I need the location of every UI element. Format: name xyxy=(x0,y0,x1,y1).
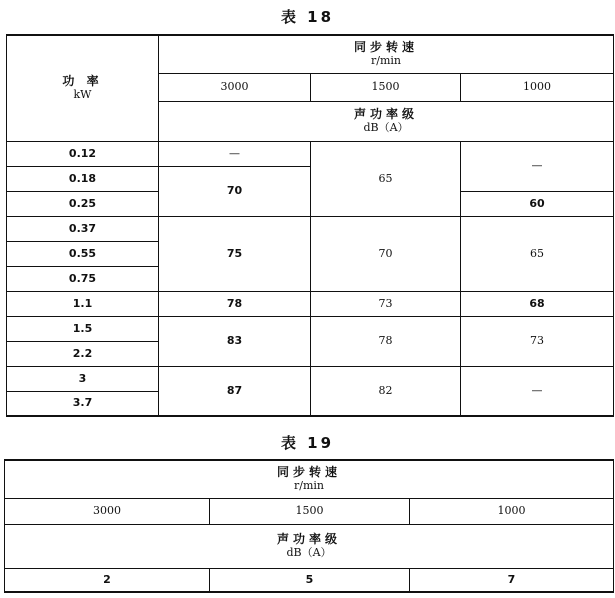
power-cell: 0.75 xyxy=(7,266,159,291)
level-header xyxy=(159,101,614,141)
value-cell: 70 xyxy=(159,166,311,216)
power-cell: 0.55 xyxy=(7,241,159,266)
power-cell: 2.2 xyxy=(7,341,159,366)
power-cell: 0.12 xyxy=(7,141,159,166)
table-19 xyxy=(4,459,614,593)
speed-header xyxy=(5,460,614,498)
value-cell: 7 xyxy=(410,568,614,592)
level-unit: dB（A） xyxy=(363,121,409,134)
power-cell: 0.37 xyxy=(7,216,159,241)
table-19-caption: 表 19 xyxy=(280,434,335,452)
level-label: 声功率级 xyxy=(353,107,418,121)
value-cell: 60 xyxy=(461,191,614,216)
speed-unit: r/min xyxy=(371,54,401,68)
power-cell: 3.7 xyxy=(7,391,159,416)
value-cell: 5 xyxy=(210,568,410,592)
power-unit: kW xyxy=(73,88,92,102)
table-18 xyxy=(6,34,614,417)
value-cell: 78 xyxy=(159,291,311,316)
power-cell: 0.25 xyxy=(7,191,159,216)
speed-1000: 1000 xyxy=(410,498,614,524)
power-label: 功 率 xyxy=(62,74,103,89)
speed-label: 同步转速 xyxy=(276,465,341,480)
value-cell: 75 xyxy=(159,216,311,291)
value-cell: 73 xyxy=(311,291,461,316)
value-cell: 65 xyxy=(461,216,614,291)
power-cell: 1.1 xyxy=(7,291,159,316)
speed-1500: 1500 xyxy=(311,73,461,101)
speed-unit: r/min xyxy=(294,479,324,493)
power-cell: 0.18 xyxy=(7,166,159,191)
speed-3000: 3000 xyxy=(5,498,210,524)
value-cell: — xyxy=(461,141,614,191)
speed-label: 同步转速 xyxy=(353,40,418,55)
value-cell: 73 xyxy=(461,316,614,366)
speed-3000: 3000 xyxy=(159,73,311,101)
level-unit: dB（A） xyxy=(286,546,332,559)
value-cell: 2 xyxy=(5,568,210,592)
power-cell: 1.5 xyxy=(7,316,159,341)
value-cell: 82 xyxy=(311,366,461,416)
speed-1500: 1500 xyxy=(210,498,410,524)
power-header xyxy=(7,35,159,141)
value-cell: 78 xyxy=(311,316,461,366)
value-cell: 83 xyxy=(159,316,311,366)
value-cell: — xyxy=(159,141,311,166)
power-cell: 3 xyxy=(7,366,159,391)
value-cell: 68 xyxy=(461,291,614,316)
value-cell: — xyxy=(461,366,614,416)
value-cell: 87 xyxy=(159,366,311,416)
speed-header xyxy=(159,35,614,73)
table-18-caption: 表 18 xyxy=(280,8,335,26)
level-header xyxy=(5,524,614,568)
level-label: 声功率级 xyxy=(276,532,341,546)
value-cell: 70 xyxy=(311,216,461,291)
value-cell: 65 xyxy=(311,141,461,216)
speed-1000: 1000 xyxy=(461,73,614,101)
